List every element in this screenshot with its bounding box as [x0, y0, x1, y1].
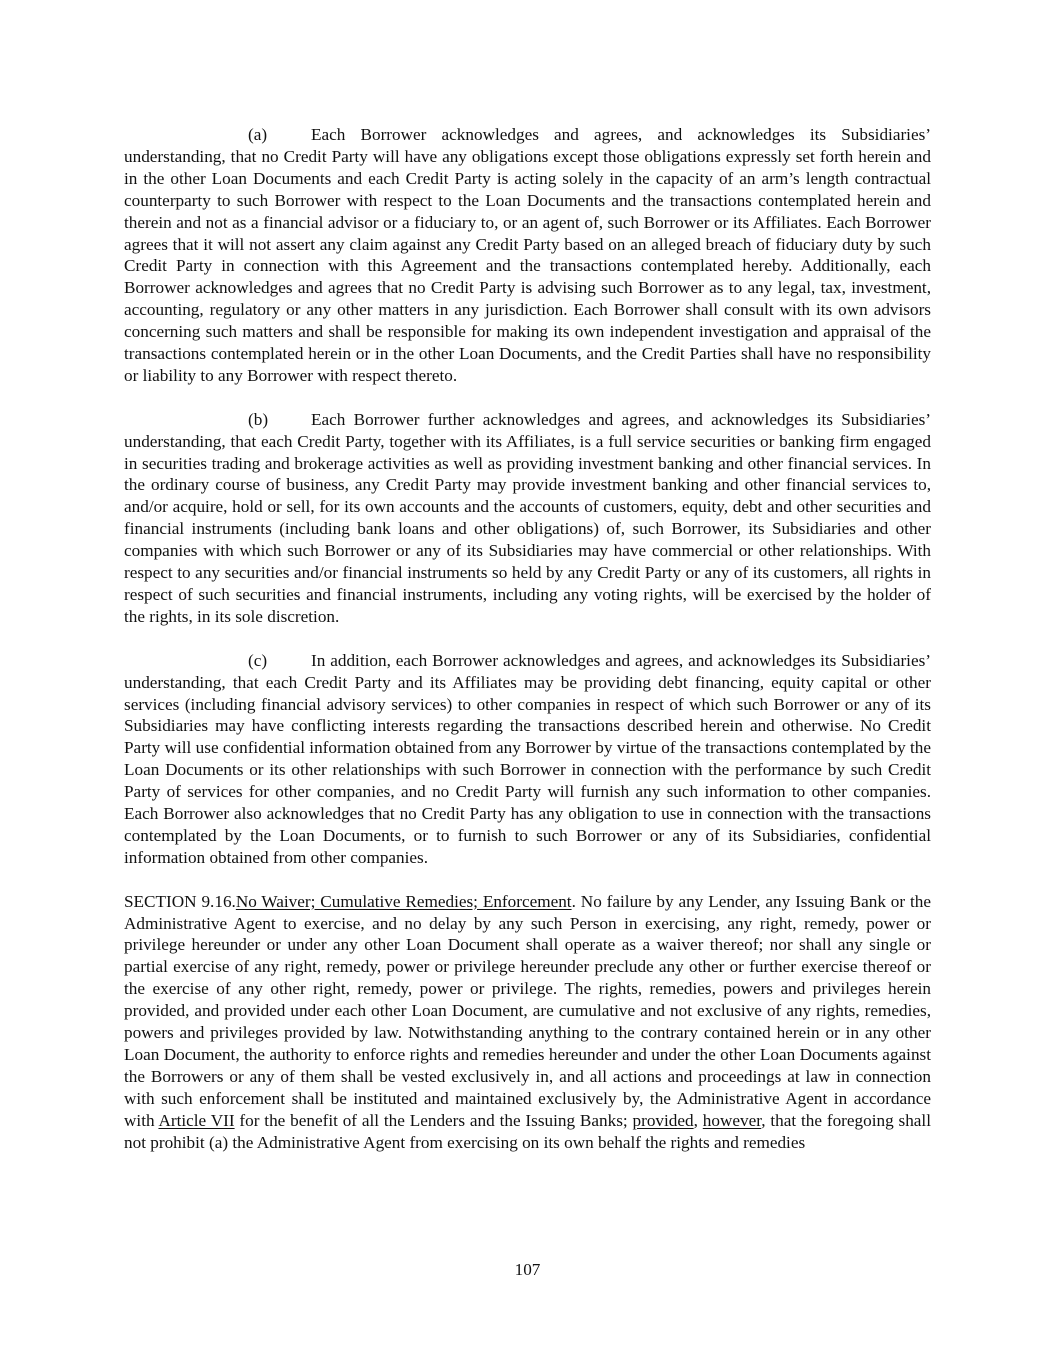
- document-page: [124, 124, 931, 1154]
- section-text-2: for the benefit of all the Lenders and the Issuing Banks;: [234, 1110, 633, 1130]
- paragraph-label: (c): [248, 650, 268, 670]
- section-text-1: No failure by any Lender, any Issuing Bank or the Administrative Agent to exercise, and no delay by any such Person in exercising, any right, remedy, power or privilege hereunder or under any other Loan Document shall operate as a waiver thereof; nor shall any single or partial exercise of any right, remedy, power or privilege hereunder preclude any other or further exercise thereof or the exercise of any other right, remedy, power or privilege. The rights, remedies, powers and privileges herein provided, and provided under each other Loan Document, are cumulative and not exclusive of any rights, remedies, powers and privileges provided by law. Notwithstanding anything to the contrary contained herein or in any other Loan Document, the authority to enforce rights and remedies hereunder and under the other Loan Documents against the Borrowers or any of them shall be vested exclusively in, and all actions and proceedings at law in connection with such enforcement shall be instituted and maintained exclusively by, the Administrative Agent in accordance with: [124, 891, 932, 1130]
- section-number: SECTION 9.16.: [124, 891, 236, 911]
- section-heading: No Waiver; Cumulative Remedies; Enforcement: [235, 891, 572, 911]
- paragraph-text: Each Borrower further acknowledges and agrees, and acknowledges its Subsidiaries’ understanding, that each Credit Party, together with its Affiliates, is a full service securities or banking firm engaged in securities trading and brokerage activities as well as providing investment banking and other financial services. In the ordinary course of business, any Credit Party may provide investment banking and other financial services to, and/or acquire, hold or sell, for its own accounts and the accounts of customers, equity, debt and other securities and financial instruments (including bank loans and other obligations) of, such Borrower, its Subsidiaries and other companies with which such Borrower or any of its Subsidiaries may have commercial or other relationships. With respect to any securities and/or financial instruments so held by any Credit Party or any of its customers, all rights in respect of such securities and financial instruments, including any voting rights, will be exercised by the holder of the rights, in its sole discretion.: [124, 409, 931, 626]
- provided-term: provided: [632, 1110, 694, 1130]
- paragraph-label: (b): [248, 409, 269, 429]
- however-term: however: [702, 1110, 762, 1130]
- paragraph-text: In addition, each Borrower acknowledges and agrees, and acknowledges its Subsidiaries’ understanding, that each Credit Party and its Affiliates may be providing debt financing, equity capital or other services (including financial advisory services) to other companies in respect of which such Borrower or any of its Subsidiaries may have conflicting interests regarding the transactions described herein and otherwise. No Credit Party will use confidential information obtained from any Borrower by virtue of the transactions contemplated by the Loan Documents or its other relationships with such Borrower in connection with the performance by such Credit Party of services for other companies, and no Credit Party will furnish any such information to other companies. Each Borrower also acknowledges that no Credit Party has any obligation to use in connection with the transactions contemplated by the Loan Documents, or to furnish to such Borrower or any of its Subsidiaries, confidential information obtained from other companies.: [124, 650, 931, 867]
- section-9-16: [124, 891, 931, 1154]
- section-text-3: , that the foregoing shall not prohibit (a) the Administrative Agent from exercising on its own behalf the rights and remedies: [124, 1110, 931, 1152]
- paragraph-b: [124, 409, 931, 628]
- article-reference: Article VII: [158, 1110, 235, 1130]
- paragraph-c: [124, 650, 931, 869]
- page-number: 107: [514, 1260, 541, 1279]
- section-heading-punct: .: [571, 891, 576, 911]
- paragraph-a: [124, 124, 931, 387]
- paragraph-text: Each Borrower acknowledges and agrees, and acknowledges its Subsidiaries’ understanding, that no Credit Party will have any obligations except those obligations expressly set forth herein and in the other Loan Documents and each Credit Party is acting solely in the capacity of an arm’s length contractual counterparty to such Borrower with respect to the Loan Documents and the transactions contemplated herein and therein and not as a financial advisor or a fiduciary to, or an agent of, such Borrower or its Affiliates. Each Borrower agrees that it will not assert any claim against any Credit Party based on an alleged breach of fiduciary duty by such Credit Party in connection with this Agreement and the transactions contemplated hereby. Additionally, each Borrower acknowledges and agrees that no Credit Party is advising such Borrower as to any legal, tax, investment, accounting, regulatory or any other matters in any jurisdiction. Each Borrower shall consult with its own advisors concerning such matters and shall be responsible for making its own independent investigation and appraisal of the transactions contemplated herein or in the other Loan Documents, and the Credit Parties shall have no responsibility or liability to any Borrower with respect thereto.: [124, 125, 931, 385]
- comma: ,: [693, 1110, 703, 1130]
- paragraph-label: (a): [248, 125, 268, 144]
